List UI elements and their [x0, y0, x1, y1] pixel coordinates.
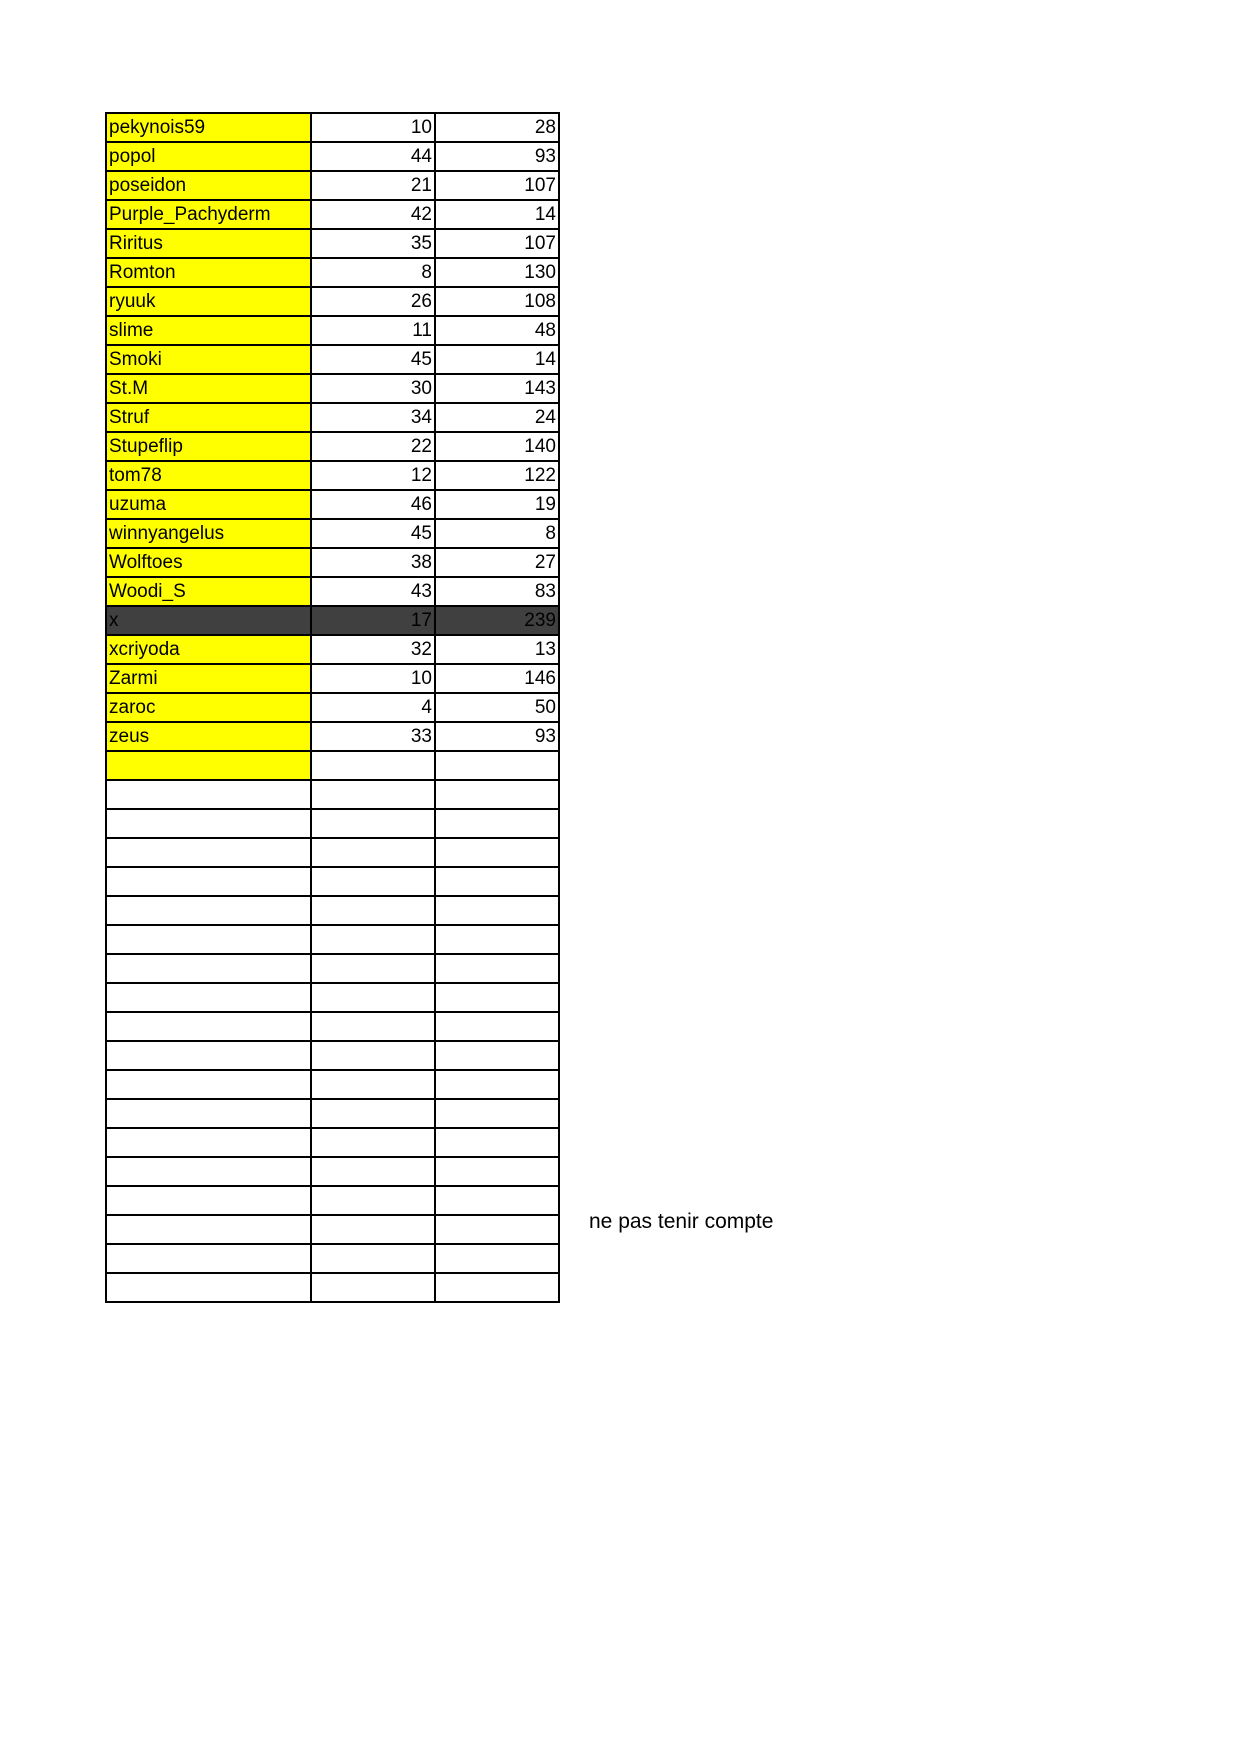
table-row [106, 229, 559, 258]
value-b-cell [435, 983, 559, 1012]
name-cell [106, 838, 311, 867]
table-row [106, 577, 559, 606]
table-row [106, 142, 559, 171]
name-cell [106, 1244, 311, 1273]
value-a-cell [311, 838, 435, 867]
value-b-cell [435, 1157, 559, 1186]
table-row [106, 664, 559, 693]
value-b-cell: 48 [435, 316, 559, 345]
name-cell: Stupeflip [106, 432, 311, 461]
value-b-cell [435, 1099, 559, 1128]
name-cell: slime [106, 316, 311, 345]
table-row [106, 519, 559, 548]
table-row [106, 809, 559, 838]
value-b-cell: 93 [435, 142, 559, 171]
table-row [106, 548, 559, 577]
table-row [106, 432, 559, 461]
table-row [106, 1012, 559, 1041]
name-cell: Purple_Pachyderm [106, 200, 311, 229]
name-cell: pekynois59 [106, 113, 311, 142]
value-b-cell [435, 1070, 559, 1099]
value-a-cell [311, 1041, 435, 1070]
value-a-cell: 35 [311, 229, 435, 258]
value-a-cell: 42 [311, 200, 435, 229]
table-row [106, 606, 559, 635]
table-row [106, 1157, 559, 1186]
value-a-cell: 45 [311, 345, 435, 374]
table-row [106, 1215, 559, 1244]
value-b-cell [435, 867, 559, 896]
value-b-cell [435, 896, 559, 925]
name-cell: x [106, 606, 311, 635]
name-cell: uzuma [106, 490, 311, 519]
value-b-cell [435, 780, 559, 809]
value-a-cell [311, 1070, 435, 1099]
table-row [106, 954, 559, 983]
value-b-cell: 14 [435, 200, 559, 229]
value-b-cell [435, 1041, 559, 1070]
name-cell [106, 867, 311, 896]
value-b-cell: 83 [435, 577, 559, 606]
value-a-cell [311, 809, 435, 838]
value-b-cell: 19 [435, 490, 559, 519]
value-b-cell: 239 [435, 606, 559, 635]
name-cell [106, 1012, 311, 1041]
value-b-cell: 107 [435, 229, 559, 258]
name-cell [106, 1070, 311, 1099]
name-cell [106, 809, 311, 838]
name-cell [106, 896, 311, 925]
value-a-cell: 26 [311, 287, 435, 316]
value-a-cell [311, 1244, 435, 1273]
table-row [106, 1186, 559, 1215]
table-row [106, 1041, 559, 1070]
name-cell: Struf [106, 403, 311, 432]
name-cell: zeus [106, 722, 311, 751]
value-a-cell [311, 983, 435, 1012]
table-row [106, 693, 559, 722]
value-a-cell [311, 1273, 435, 1302]
table-row [106, 867, 559, 896]
value-a-cell [311, 896, 435, 925]
value-a-cell: 43 [311, 577, 435, 606]
name-cell [106, 780, 311, 809]
value-b-cell [435, 1128, 559, 1157]
name-cell: Woodi_S [106, 577, 311, 606]
value-b-cell: 27 [435, 548, 559, 577]
value-b-cell [435, 751, 559, 780]
value-a-cell: 32 [311, 635, 435, 664]
name-cell [106, 1273, 311, 1302]
value-b-cell [435, 1012, 559, 1041]
name-cell: Riritus [106, 229, 311, 258]
table-row [106, 1099, 559, 1128]
name-cell [106, 954, 311, 983]
value-a-cell [311, 1012, 435, 1041]
table-row [106, 925, 559, 954]
name-cell [106, 925, 311, 954]
value-a-cell: 21 [311, 171, 435, 200]
value-b-cell: 24 [435, 403, 559, 432]
table-row [106, 461, 559, 490]
table-row [106, 258, 559, 287]
value-b-cell: 146 [435, 664, 559, 693]
value-b-cell [435, 838, 559, 867]
name-cell: poseidon [106, 171, 311, 200]
value-a-cell: 11 [311, 316, 435, 345]
value-a-cell: 44 [311, 142, 435, 171]
table-row [106, 838, 559, 867]
name-cell [106, 983, 311, 1012]
value-b-cell [435, 954, 559, 983]
value-a-cell [311, 925, 435, 954]
table-row [106, 374, 559, 403]
name-cell: St.M [106, 374, 311, 403]
table-body [106, 113, 559, 1302]
table-row [106, 113, 559, 142]
value-b-cell: 107 [435, 171, 559, 200]
table-row [106, 635, 559, 664]
value-a-cell: 10 [311, 113, 435, 142]
value-b-cell: 122 [435, 461, 559, 490]
table-row [106, 983, 559, 1012]
value-a-cell: 17 [311, 606, 435, 635]
value-a-cell: 4 [311, 693, 435, 722]
value-b-cell [435, 1215, 559, 1244]
value-a-cell [311, 1215, 435, 1244]
table-row [106, 780, 559, 809]
name-cell [106, 1099, 311, 1128]
value-a-cell: 10 [311, 664, 435, 693]
table-row [106, 1244, 559, 1273]
name-cell: Smoki [106, 345, 311, 374]
name-cell [106, 1128, 311, 1157]
value-b-cell: 143 [435, 374, 559, 403]
value-a-cell [311, 867, 435, 896]
table-row [106, 287, 559, 316]
name-cell: ryuuk [106, 287, 311, 316]
value-b-cell: 50 [435, 693, 559, 722]
value-b-cell [435, 809, 559, 838]
table-row [106, 316, 559, 345]
table-row [106, 1128, 559, 1157]
table-row [106, 345, 559, 374]
name-cell [106, 1157, 311, 1186]
name-cell: Wolftoes [106, 548, 311, 577]
table-row [106, 722, 559, 751]
value-a-cell: 30 [311, 374, 435, 403]
name-cell: xcriyoda [106, 635, 311, 664]
value-a-cell [311, 751, 435, 780]
value-b-cell [435, 1273, 559, 1302]
value-b-cell: 130 [435, 258, 559, 287]
value-a-cell [311, 780, 435, 809]
name-cell: zaroc [106, 693, 311, 722]
value-b-cell [435, 1186, 559, 1215]
value-a-cell: 38 [311, 548, 435, 577]
name-cell [106, 751, 311, 780]
name-cell [106, 1041, 311, 1070]
table-row [106, 171, 559, 200]
value-b-cell: 28 [435, 113, 559, 142]
table-row [106, 200, 559, 229]
value-b-cell: 8 [435, 519, 559, 548]
value-a-cell: 46 [311, 490, 435, 519]
value-b-cell: 140 [435, 432, 559, 461]
table-row [106, 490, 559, 519]
table-row [106, 896, 559, 925]
value-a-cell: 22 [311, 432, 435, 461]
table-row [106, 1070, 559, 1099]
value-b-cell: 108 [435, 287, 559, 316]
value-b-cell: 14 [435, 345, 559, 374]
name-cell [106, 1215, 311, 1244]
table-row [106, 751, 559, 780]
value-b-cell: 93 [435, 722, 559, 751]
value-a-cell [311, 1157, 435, 1186]
value-a-cell: 34 [311, 403, 435, 432]
name-cell: Zarmi [106, 664, 311, 693]
value-a-cell: 45 [311, 519, 435, 548]
spreadsheet-table [105, 112, 560, 1303]
value-b-cell [435, 1244, 559, 1273]
table-row [106, 403, 559, 432]
value-a-cell [311, 1099, 435, 1128]
name-cell: popol [106, 142, 311, 171]
note-text: ne pas tenir compte [589, 1210, 774, 1233]
name-cell [106, 1186, 311, 1215]
name-cell: Romton [106, 258, 311, 287]
name-cell: tom78 [106, 461, 311, 490]
value-b-cell [435, 925, 559, 954]
value-a-cell: 8 [311, 258, 435, 287]
value-b-cell: 13 [435, 635, 559, 664]
value-a-cell: 33 [311, 722, 435, 751]
value-a-cell [311, 1186, 435, 1215]
name-cell: winnyangelus [106, 519, 311, 548]
value-a-cell [311, 1128, 435, 1157]
value-a-cell: 12 [311, 461, 435, 490]
value-a-cell [311, 954, 435, 983]
table-row [106, 1273, 559, 1302]
